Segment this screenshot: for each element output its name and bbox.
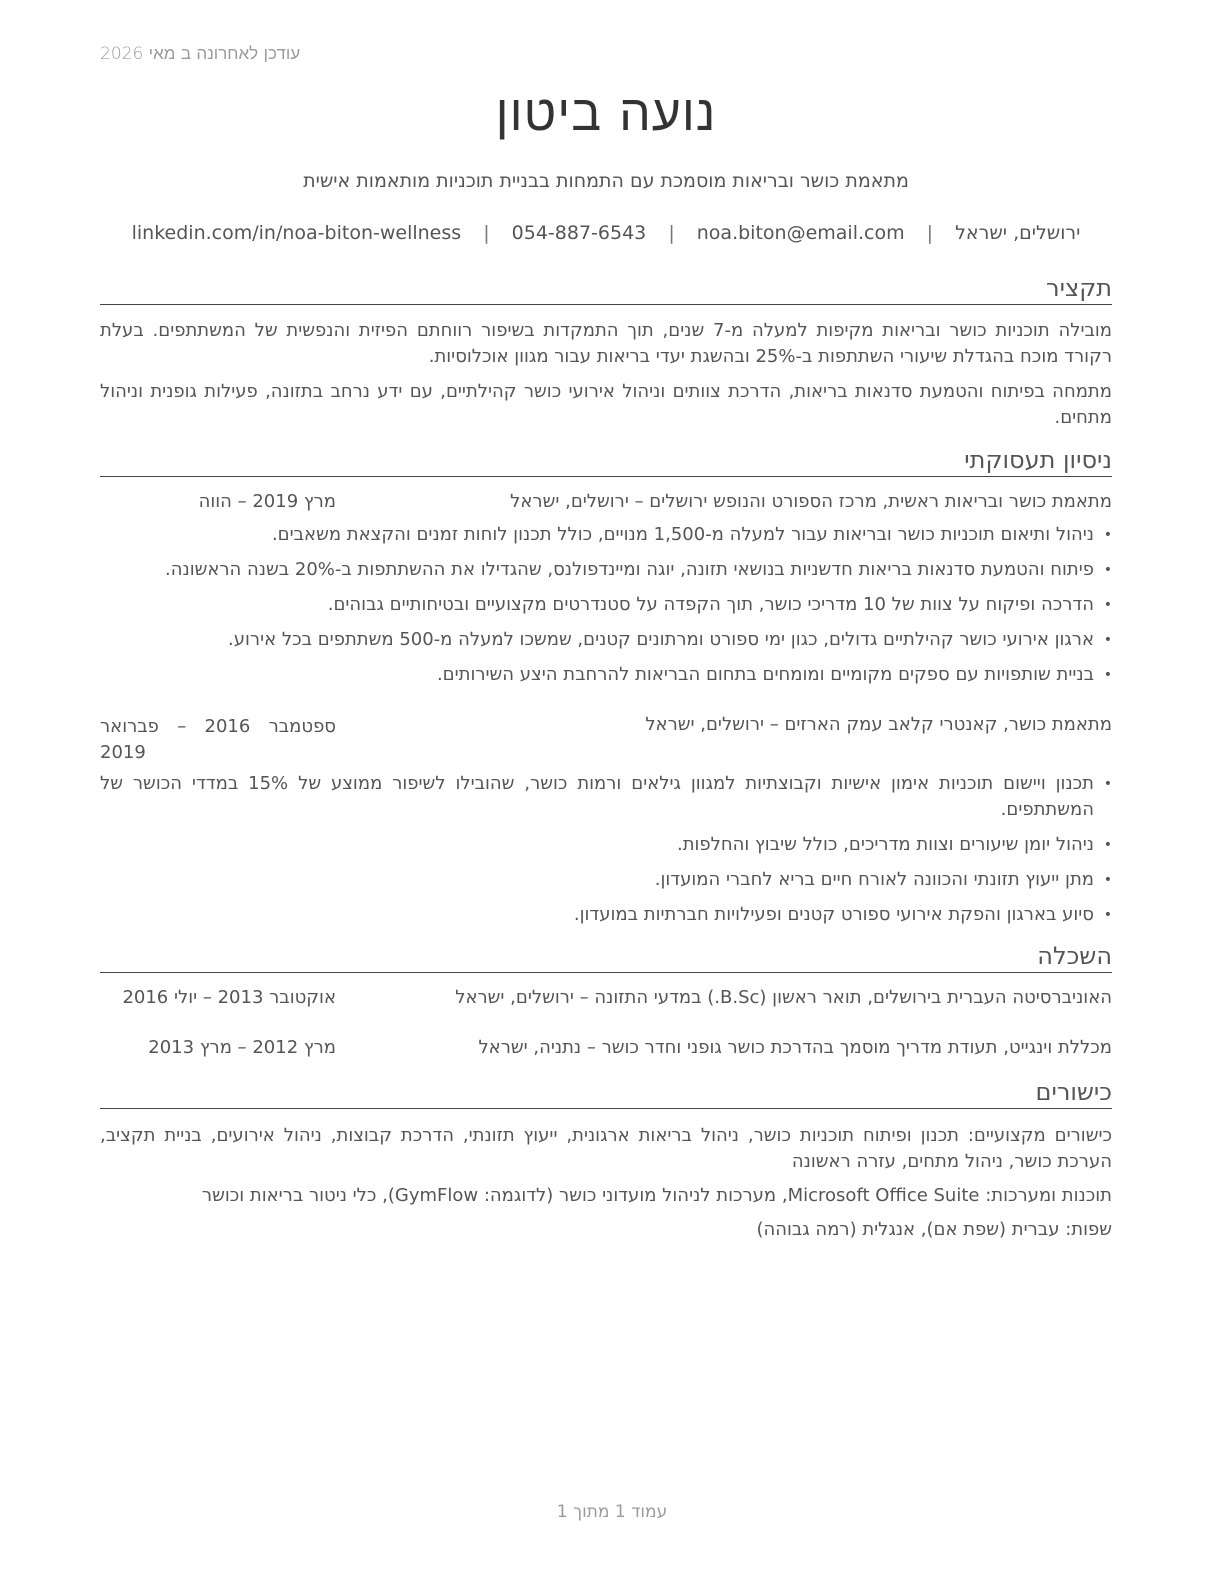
education-item [100, 1037, 1112, 1065]
job-dates-line1: ספטמבר 2016 – פברואר [100, 716, 336, 737]
job-bullet: • תכנון ויישום תוכניות אימון אישיות וקבוצתיות למגוון גילאים ורמות כושר, שהובילו לשיפור ממוצע של 15% במדדי הכושר של המשתתפים. [100, 771, 1112, 823]
job-bullet: • ניהול ותיאום תוכניות כושר ובריאות עבור למעלה מ-1,500 מנויים, כולל תכנון לוחות זמנים והקצאת משאבים. [100, 522, 1112, 548]
contact-linkedin[interactable]: linkedin.com/in/noa-biton-wellness [131, 222, 462, 244]
last-updated-note: עודכן לאחרונה ב מאי 2026 [100, 44, 301, 64]
job-dates [100, 714, 336, 766]
job-role: מתאמת כושר, קאנטרי קלאב עמק הארזים – ירושלים, ישראל [645, 714, 1112, 735]
job-bullets [100, 522, 1112, 697]
education-dates: מרץ 2012 – מרץ 2013 [148, 1037, 336, 1058]
job-header [100, 491, 1112, 519]
job-dates: מרץ 2019 – הווה [198, 491, 336, 512]
job-role: מתאמת כושר ובריאות ראשית, מרכז הספורט והנופש ירושלים – ירושלים, ישראל [510, 491, 1112, 512]
contact-phone[interactable]: 054-887-6543 [511, 222, 647, 244]
candidate-tagline: מתאמת כושר ובריאות מוסמכת עם התמחות בבניית תוכניות מותאמות אישית [303, 170, 909, 192]
job-bullets [100, 771, 1112, 937]
contact-email[interactable]: noa.biton@email.com [696, 222, 905, 244]
job-bullet: • ניהול יומן שיעורים וצוות מדריכים, כולל שיבוץ והחלפות. [100, 832, 1112, 858]
job-bullet: • הדרכה ופיקוח על צוות של 10 מדריכי כושר, תוך הקפדה על סטנדרטים מקצועיים ובטיחותיים גבוהים. [100, 592, 1112, 618]
skills-heading: כישורים [100, 1078, 1112, 1109]
skills-languages: שפות: עברית (שפת אם), אנגלית (רמה גבוהה) [756, 1219, 1112, 1240]
education-institution: מכללת וינגייט, תעודת מדריך מוסמך בהדרכת כושר גופני וחדר כושר – נתניה, ישראל [478, 1037, 1112, 1058]
job-bullet: • בניית שותפויות עם ספקים מקומיים ומומחים בתחום הבריאות להרחבת היצע השירותים. [100, 662, 1112, 688]
skills-professional: כישורים מקצועיים: תכנון ופיתוח תוכניות כושר, ניהול בריאות ארגונית, ייעוץ תזונתי, הדרכת קבוצות, ניהול אירועים, בניית תקציב, הערכת כושר, ניהול מתחים, עזרה ראשונה [100, 1125, 1112, 1172]
summary-heading: תקציר [100, 274, 1112, 305]
contact-separator: | [483, 222, 490, 244]
experience-heading: ניסיון תעסוקתי [100, 446, 1112, 477]
job-header [100, 714, 1112, 768]
job-bullet: • מתן ייעוץ תזונתי והכוונה לאורח חיים בריא לחברי המועדון. [100, 867, 1112, 893]
job-bullet: • ארגון אירועי כושר קהילתיים גדולים, כגון ימי ספורט ומרתונים קטנים, שמשכו למעלה מ-500 משתתפים בכל אירוע. [100, 627, 1112, 653]
education-institution: האוניברסיטה העברית בירושלים, תואר ראשון (B.Sc.) במדעי התזונה – ירושלים, ישראל [455, 987, 1112, 1008]
job-bullet: • סיוע בארגון והפקת אירועי ספורט קטנים ופעילויות חברתיות במועדון. [100, 902, 1112, 928]
skills-software: תוכנות ומערכות: Microsoft Office Suite, מערכות לניהול מועדוני כושר (לדוגמה: GymFlow), כלי ניטור בריאות וכושר [201, 1185, 1112, 1206]
candidate-name: נועה ביטון [495, 84, 717, 142]
contact-separator: | [668, 222, 675, 244]
contact-line [100, 222, 1112, 244]
education-heading: השכלה [100, 942, 1112, 973]
education-item [100, 987, 1112, 1015]
education-dates: אוקטובר 2013 – יולי 2016 [122, 987, 336, 1008]
contact-separator: | [926, 222, 934, 244]
page-number: עמוד 1 מתוך 1 [556, 1502, 668, 1522]
job-bullet: • פיתוח והטמעת סדנאות בריאות חדשניות בנושאי תזונה, יוגה ומיינדפולנס, שהגדילו את ההשתתפות ב-20% בשנה הראשונה. [100, 557, 1112, 583]
job-dates-line2: 2019 [100, 742, 146, 763]
contact-location: ירושלים, ישראל [955, 222, 1081, 244]
summary-paragraph-2: מתמחה בפיתוח והטמעת סדנאות בריאות, הדרכת צוותים וניהול אירועי כושר קהילתיים, עם ידע נרחב בתזונה, פעילות גופנית וניהול מתחים. [100, 381, 1112, 428]
summary-paragraph-1: מובילה תוכניות כושר ובריאות מקיפות למעלה מ-7 שנים, תוך התמקדות בשיפור רווחתם הפיזית והנפשית של המשתתפים. בעלת רקורד מוכח בהגדלת שיעורי השתתפות ב-25% ובהשגת יעדי בריאות עבור מגוון אוכלוסיות. [100, 320, 1113, 367]
